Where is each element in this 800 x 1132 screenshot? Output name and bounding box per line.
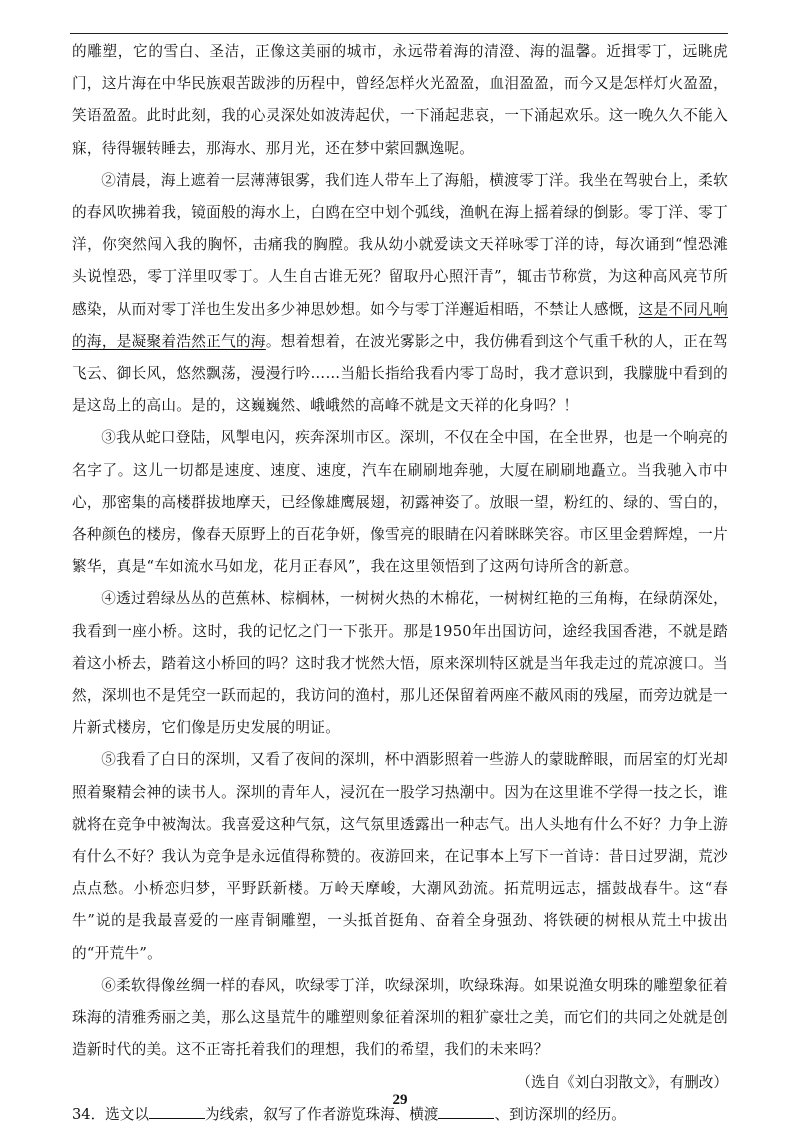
paragraph-6: ⑥柔软得像丝绸一样的春风，吹绿零丁洋，吹绿深圳，吹绿珠海。如果说渔女明珠的雕塑象征着珠海的清雅秀丽之美，那么这垦荒牛的雕塑则象征着深圳的粗犷豪壮之美，而它们的共同之处就是创造新时代的美。这不正寄托着我们的理想，我们的希望，我们的未来吗？ — [72, 976, 728, 1059]
source-citation: （选自《刘白羽散文》，有删改） — [516, 1073, 728, 1091]
paragraph-2-underlined: 这是不同凡响的海，是凝聚着浩然正气的海 — [72, 300, 728, 350]
page-number: 29 — [392, 1092, 408, 1108]
paragraph-5: ⑤我看了白日的深圳，又看了夜间的深圳，杯中酒影照着一些游人的蒙眬醉眼，而居室的灯光却照着聚精会神的读书人。深圳的青年人，浸沉在一股学习热潮中。因为在这里谁不学得一技之长，谁就将在竞争中被淘汰。我喜爱这种气氛，这气氛里透露出一种志气。出人头地有什么不好？力争上游有什么不好？我认为竞争是永远值得称赞的。夜游回来，在记事本上写下一首诗：昔日过罗湖，荒沙点点愁。小桥恋归梦，平野跃新楼。万岭天摩峻，大潮风劲流。拓荒明远志，擂鼓战春牛。这“春牛”说的是我最喜爱的一座青铜雕塑，一头抵首挺角、奋着全身强劲、将铁硬的树根从荒土中拔出的“开荒牛”。 — [72, 751, 728, 962]
question-part-3: 、到访深圳的经历。 — [494, 1105, 626, 1123]
paragraph-2 — [72, 165, 728, 423]
paragraph-2-text-b: 。想着想着，在波光雾影之中，我仿佛看到这个气重千秋的人，正在驾飞云、御长风，悠然飘荡，漫漫行吟……当船长指给我看内零丁岛时，我才意识到，我朦胧中看到的是这岛上的高山。是的，这巍巍然、峨峨然的高峰不就是文天祥的化身吗？！ — [72, 332, 728, 415]
article-body — [72, 36, 728, 1131]
paragraph-3: ③我从蛇口登陆，风掣电闪，疾奔深圳市区。深圳，不仅在全中国，在全世界，也是一个响亮的名字了。这儿一切都是速度、速度、速度，汽车在刷刷地奔驰，大厦在刷刷地矗立。当我驰入市中心，那密集的高楼群拔地摩天，已经像雄鹰展翅，初露神姿了。放眼一望，粉红的、绿的、雪白的，各种颜色的楼房，像春天原野上的百花争妍，像雪亮的眼睛在闪着眯眯笑容。市区里金碧辉煌，一片繁华，真是“车如流水马如龙，花月正春风”，我在这里领悟到了这两句诗所含的新意。 — [72, 429, 728, 576]
paragraph-1: 的雕塑，它的雪白、圣洁，正像这美丽的城市，永远带着海的清澄、海的温馨。近揖零丁，远眺虎门，这片海在中华民族艰苦跋涉的历程中，曾经怎样火光盈盈，血泪盈盈，而今又是怎样灯火盈盈，笑语盈盈。此时此刻，我的心灵深处如波涛起伏，一下涌起悲哀，一下涌起欢乐。这一晚久久不能入寐，待得辗转睡去，那海水、那月光，还在梦中萦回飘逸呢。 — [72, 43, 728, 157]
top-rule — [70, 33, 728, 34]
paragraph-2-text-a: ②清晨，海上遮着一层薄薄银雾，我们连人带车上了海船，横渡零丁洋。我坐在驾驶台上，柔软的春风吹拂着我，镜面般的海水上，白鸥在空中划个弧线，渔帆在海上摇着绿的倒影。零丁洋、零丁洋，你突然闯入我的胸怀，击痛我的胸膛。我从幼小就爱读文天祥咏零丁洋的诗，每次诵到“惶恐滩头说惶恐，零丁洋里叹零丁。人生自古谁无死？留取丹心照汗青”，辄击节称赏，为这种高风亮节所感染，从而对零丁洋也生发出多少神思妙想。如今与零丁洋邂逅相晤，不禁让人感慨， — [72, 171, 728, 318]
paragraph-4: ④透过碧绿丛丛的芭蕉林、棕榈林，一树树火热的木棉花，一树树红艳的三角梅，在绿荫深处，我看到一座小桥。这时，我的记忆之门一下张开。那是1950年出国访问，途经我国香港，不就是踏着这小桥去，踏着这小桥回的吗？这时我才恍然大悟，原来深圳特区就是当年我走过的荒凉渡口。当然，深圳也不是凭空一跃而起的，我访问的渔村，那儿还保留着两座不蔽风雨的残屋，而旁边就是一片新式楼房，它们像是历史发展的明证。 — [72, 590, 728, 737]
question-number: 34． — [72, 1105, 106, 1123]
question-part-2: 为线索，叙写了作者游览珠海、横渡 — [204, 1105, 439, 1123]
question-part-1: 选文以 — [105, 1105, 149, 1123]
